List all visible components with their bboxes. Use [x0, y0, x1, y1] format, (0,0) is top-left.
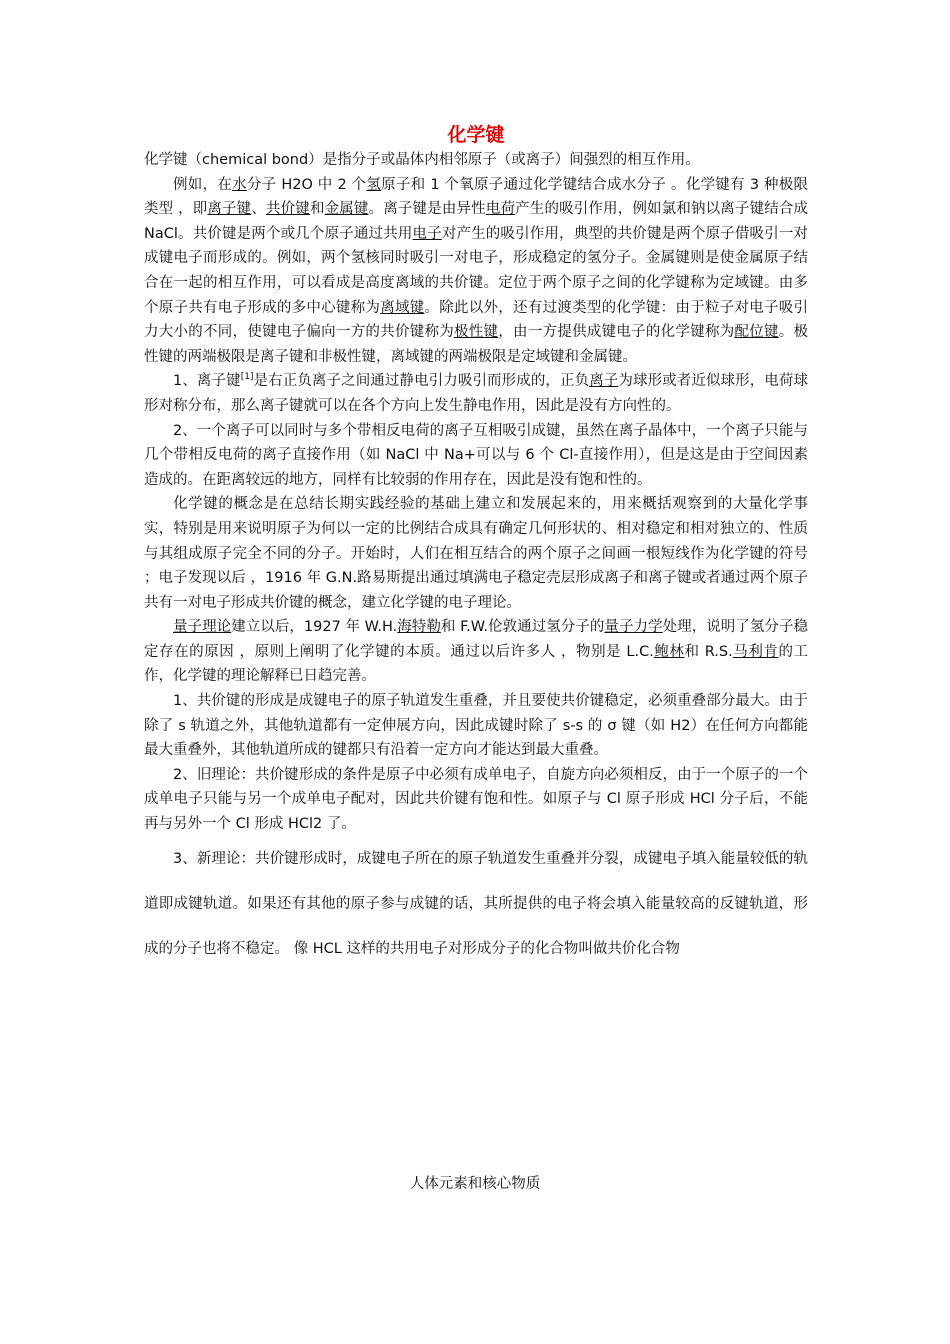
paragraph-covalent-2: 2、旧理论：共价键形成的条件是原子中必须有成单电子，自旋方向必须相反，由于一个原子的一个成单电子只能与另一个成单电子配对，因此共价键有饱和性。如原子与 Cl 原子形成 HCl 分子后，不能再与另外一个 Cl 形成 HCl2 了。	[144, 766, 808, 833]
document-body	[144, 122, 808, 972]
paragraph-covalent-3: 3、新理论：共价键形成时，成键电子所在的原子轨道发生重叠并分裂，成键电子填入能量较低的轨道即成键轨道。如果还有其他的原子参与成键的话，其所提供的电子将会填入能量较高的反键轨道，形成的分子也将不稳定。 像 HCL 这样的共用电子对形成分子的化合物叫做共价化合物	[144, 850, 808, 957]
link-electron[interactable]: 电子	[412, 225, 442, 242]
paragraph-quantum	[144, 615, 808, 689]
text: 分子 H2O 中 2 个	[246, 176, 367, 193]
link-quantum-mechanics[interactable]: 量子力学	[604, 619, 663, 636]
intro-paragraph: 化学键（chemical bond）是指分子或晶体内相邻原子（或离子）间强烈的相互作用。	[144, 152, 700, 168]
link-water[interactable]: 水	[232, 176, 247, 193]
text: ，由一方提供成键电子的化学键称为	[498, 324, 735, 341]
link-metallic-bond[interactable]: 金属键	[324, 201, 369, 218]
text: 对产生的吸引作用，典型的共价键是两个原子借吸引一对成键电子而形成的。例如，两个氢核同时吸引一对电子，形成稳定的氢分子。金属键则是使金属原子结合在一起的相互作用，可以看成是高度离域的共价键。定位于两个原子之间的化学键称为定域键。由多个原子共有电子形成的多中心键称为	[144, 225, 808, 316]
text: 。极性键的两端极限是离子键和非极性键，离域键的两端极限是定域键和金属键。	[144, 324, 809, 365]
paragraph-bond-types	[144, 173, 808, 370]
link-delocalized-bond[interactable]: 离域键	[380, 299, 425, 316]
text: 1、离子键	[173, 373, 241, 390]
text: 例如，在	[173, 176, 233, 193]
paragraph-concept: 化学键的概念是在总结长期实践经验的基础上建立和发展起来的，用来概括观察到的大量化学事实，特别是用来说明原子为何以一定的比例结合成具有确定几何形状的、相对稳定和相对独立的、性质与其组成原子完全不同的分子。开始时，人们在相互结合的两个原子之间画一根短线作为化学键的符号 ；电子发现以后 ，1916 年 G.N.路易斯提出通过填满电子稳定壳层形成离子和离子键或者通过两个原子共有一对电子形成共价键的概念，建立化学键的电子理论。	[144, 496, 808, 611]
link-ion[interactable]: 离子	[589, 373, 619, 390]
text: 是右正负离子之间通过静电引力吸引而形成的，正负	[253, 373, 590, 390]
text: 产生的吸引作用，例如氯和钠以离子键结合成 NaCl。共价键是两个或几个原子通过共用	[144, 201, 809, 242]
link-pauling[interactable]: 鲍林	[653, 643, 685, 660]
text: 为球形或者近似球形，电荷球形对称分布，那么离子键就可以在各个方向上发生静电作用，因此是没有方向性的。	[144, 373, 809, 414]
document-title: 化学键	[447, 124, 505, 146]
text: 、	[251, 201, 266, 218]
text: 建立以后，1927 年 W.H.	[231, 619, 398, 636]
link-coordinate-bond[interactable]: 配位键	[734, 324, 779, 341]
text: 。离子键是由异性	[368, 201, 486, 218]
text: 处理，说明了氢分子稳定存在的原因 ，原则上阐明了化学键的本质。通过以后许多人 ，物别是 L.C.	[144, 619, 809, 660]
link-heitler[interactable]: 海特勒	[397, 619, 441, 636]
footer-heading: 人体元素和核心物质	[409, 1176, 541, 1192]
link-hydrogen[interactable]: 氢	[366, 176, 382, 193]
link-polar-bond[interactable]: 极性键	[454, 324, 499, 341]
paragraph-covalent-3-wrapper	[144, 837, 808, 972]
link-ionic-bond[interactable]: 离子键	[207, 201, 252, 218]
text: 和	[309, 201, 325, 218]
link-quantum-theory[interactable]: 量子理论	[173, 619, 232, 636]
paragraph-covalent-1: 1、共价键的形成是成键电子的原子轨道发生重叠，并且要使共价键稳定，必须重叠部分最大。由于除了 s 轨道之外，其他轨道都有一定伸展方向，因此成键时除了 s-s 的 σ 键（如 H2）在任何方向都能最大重叠外，其他轨道所成的键都只有沿着一定方向才能达到最大重叠。	[144, 693, 808, 759]
link-covalent-bond[interactable]: 共价键	[266, 201, 310, 218]
paragraph-ionic-2: 2、一个离子可以同时与多个带相反电荷的离子互相吸引成键，虽然在离子晶体中，一个离子只能与几个带相反电荷的离子直接作用（如 NaCl 中 Na+可以与 6 个 Cl-直接作用），但是这是由于空间因素造成的。在距离较远的地方，同样有比较弱的作用存在，因此是没有饱和性的。	[144, 422, 808, 488]
text: 和 R.S.	[684, 643, 733, 660]
text: 。除此以外，还有过渡类型的化学键：由于粒子对电子吸引力大小的不同，使键电子偏向一方的共价键称为	[144, 299, 809, 341]
link-mulliken[interactable]: 马利肯	[732, 643, 779, 660]
paragraph-ionic-1	[144, 369, 808, 418]
footnote-ref[interactable]: [1]	[240, 372, 254, 383]
text: 和 F.W.伦敦通过氢分子的	[440, 619, 605, 636]
text: 原子和 1 个氧原子通过化学键结合成水分子 。化学键有 3 种极限类型 ，即	[144, 176, 808, 218]
text: 的工作，化学键的理论解释已日趋完善。	[144, 643, 809, 685]
link-charge[interactable]: 电荷	[485, 201, 516, 218]
